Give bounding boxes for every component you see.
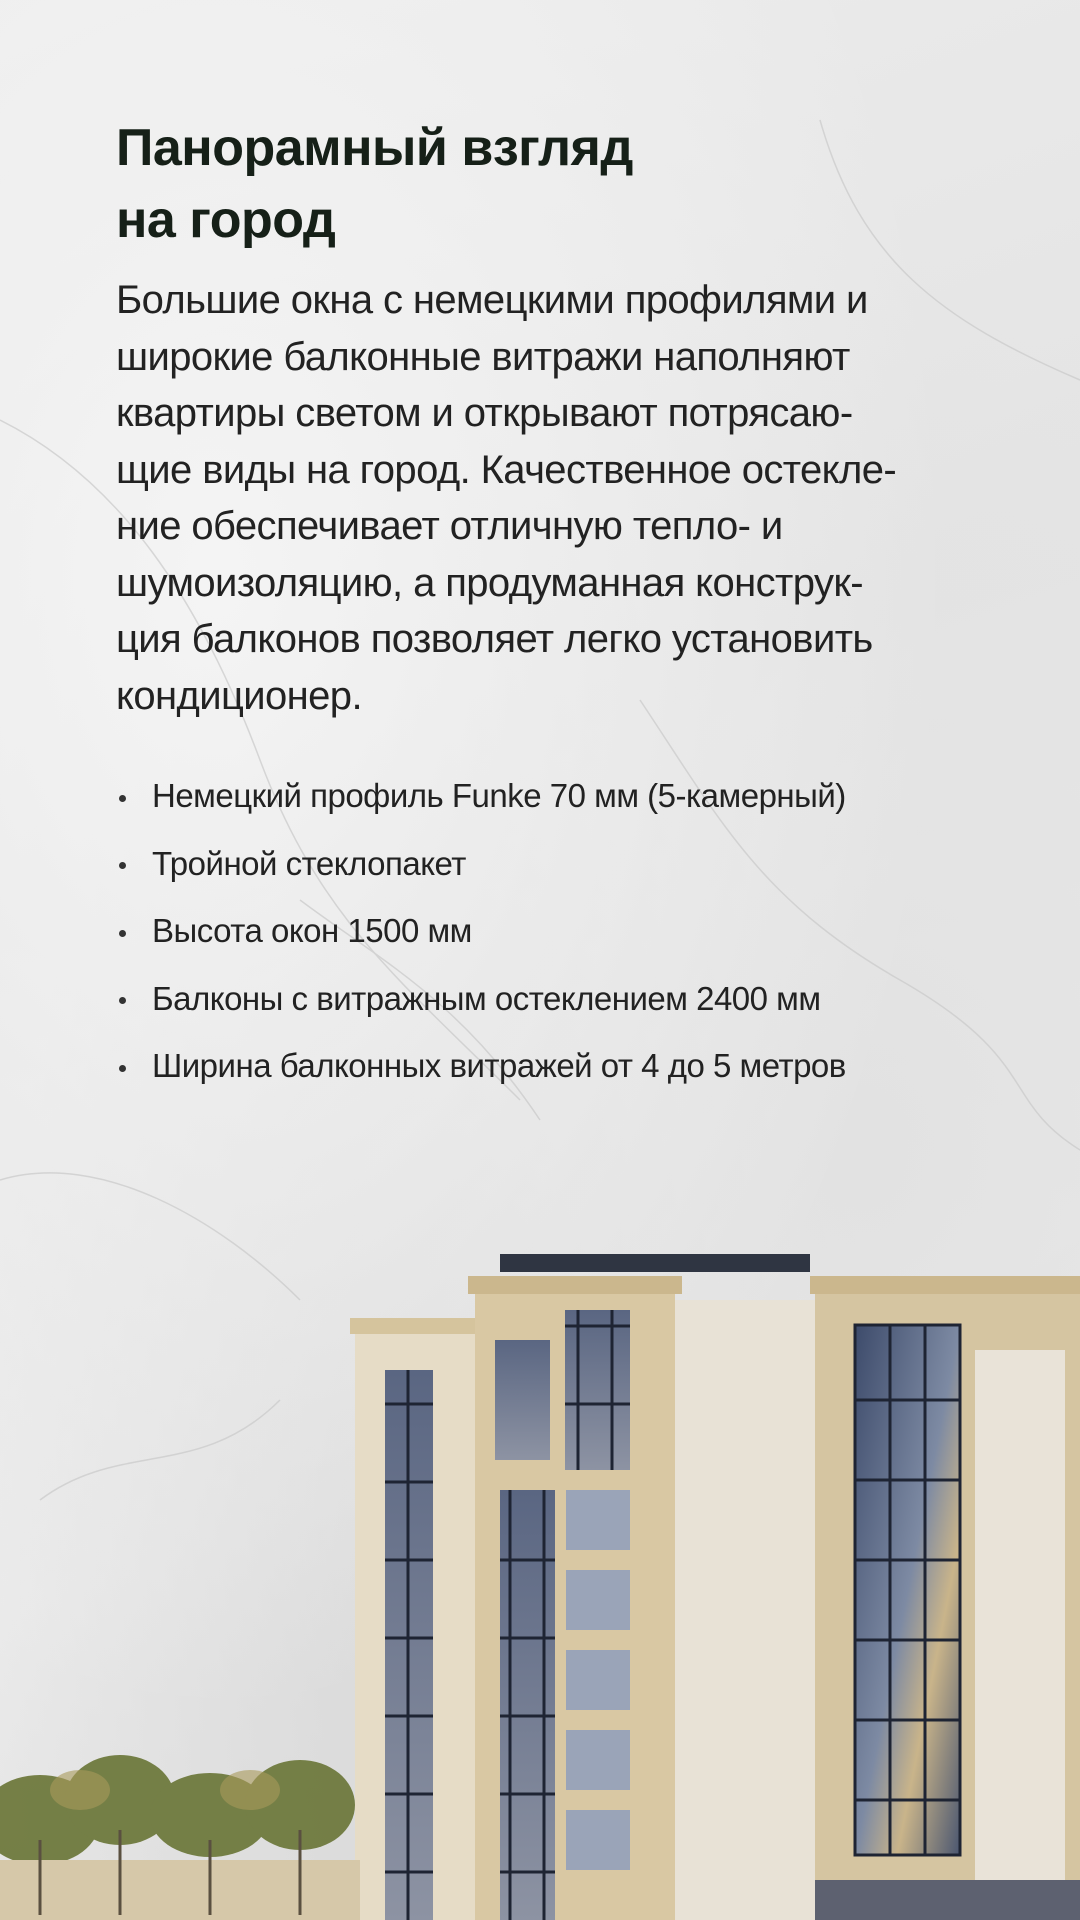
description-text — [116, 272, 896, 724]
description-line: широкие балконные витражи наполняют — [116, 334, 850, 379]
feature-label: Немецкий профиль Funke 70 мм (5-камерный) — [152, 777, 846, 814]
description-line: Большие окна с немецкими профилями и — [116, 278, 868, 322]
feature-item — [116, 905, 846, 973]
description-line: ние обеспечивает отличную тепло- и — [116, 504, 783, 548]
description-line: щие виды на город. Качественное остекле- — [116, 447, 897, 492]
bullet-icon — [119, 930, 126, 937]
bullet-icon — [119, 795, 126, 802]
building-illustration — [0, 1240, 1080, 1920]
title-line: на город — [116, 191, 336, 249]
feature-item — [116, 838, 846, 906]
title-line: Панорамный взгляд — [116, 119, 633, 177]
bullet-icon — [119, 997, 126, 1004]
description-line: кондиционер. — [116, 673, 362, 718]
description-line: шумоизоляцию, а продуманная конструк- — [116, 560, 863, 605]
bullet-icon — [119, 1065, 126, 1072]
page-title — [116, 112, 633, 256]
feature-label: Балконы с витражным остеклением 2400 мм — [152, 979, 821, 1017]
bullet-icon — [119, 862, 126, 869]
feature-list — [116, 770, 846, 1108]
feature-label: Высота окон 1500 мм — [152, 912, 472, 949]
description-line: ция балконов позволяет легко установить — [116, 617, 873, 661]
feature-label: Ширина балконных витражей от 4 до 5 метров — [152, 1047, 846, 1084]
feature-item — [116, 973, 846, 1041]
feature-item — [116, 1040, 846, 1108]
feature-item — [116, 770, 846, 838]
description-line: квартиры светом и открывают потрясаю- — [116, 391, 853, 435]
feature-label: Тройной стеклопакет — [152, 844, 466, 882]
